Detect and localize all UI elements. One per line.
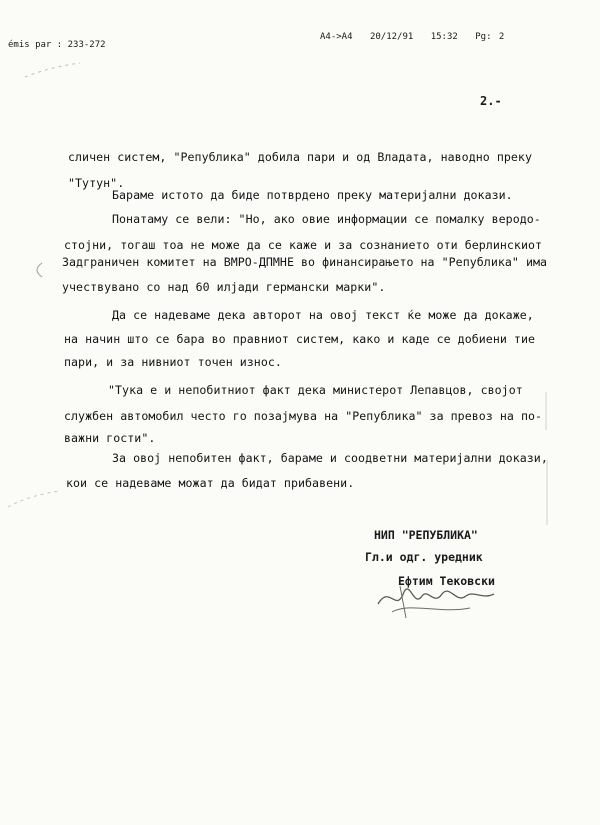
signature-name: Ефтим Тековски	[398, 574, 495, 588]
fax-header	[0, 0, 600, 52]
body-line: "Тутун".	[68, 176, 125, 190]
body-line: Бараме истото да биде потврдено преку материјални докази.	[112, 188, 513, 202]
body-line: Задграничен комитет на ВМРО-ДПМНЕ во финансирањето на "Република" има	[62, 255, 548, 269]
hole-punch-mark	[28, 260, 48, 280]
body-line: стојни, тогаш тоа не може да се каже и за сознанието оти берлинскиот	[64, 238, 543, 252]
body-line: на начин што се бара во правниот систем, како и каде се добиени тие	[64, 332, 536, 346]
handwritten-signature	[370, 574, 510, 624]
signature-title: Гл.и одг. уредник	[365, 550, 483, 564]
signature-organization: НИП "РЕПУБЛИКА"	[374, 528, 478, 542]
fax-date: 20/12/91	[369, 32, 414, 42]
fax-transmission-info	[320, 32, 514, 42]
body-line: важни гости".	[64, 431, 156, 445]
scan-smudge-top	[20, 55, 110, 85]
page-number: 2.-	[480, 94, 502, 108]
body-line: За овој непобитен факт, бараме и соодветни материјални докази,	[112, 451, 548, 465]
body-line: пари, и за нивниот точен износ.	[64, 355, 282, 369]
body-line: Да се надеваме дека авторот на овој текст ќе може да докаже,	[112, 308, 534, 322]
body-line: Понатаму се вели: "Но, ако овие информации се помалку веродо-	[112, 212, 541, 226]
fax-page-count: Pg: 2	[475, 32, 505, 42]
fax-format: A4->A4	[320, 32, 353, 42]
body-line: службен автомобил често го позајмува на "Република" за превоз на по-	[64, 409, 543, 423]
fax-sender-id: émis par : 233-272	[8, 40, 106, 50]
body-line: "Тука е и непобитниот факт дека министерот Лепавцов, својот	[108, 383, 523, 397]
body-line: кои се надеваме можат да бидат прибавени.	[66, 476, 355, 490]
fax-time: 15:32	[430, 32, 458, 42]
body-line: сличен систем, "Република" добила пари и од Владата, наводно преку	[68, 150, 532, 164]
body-line: учествувано со над 60 илјади германски марки".	[62, 280, 386, 294]
